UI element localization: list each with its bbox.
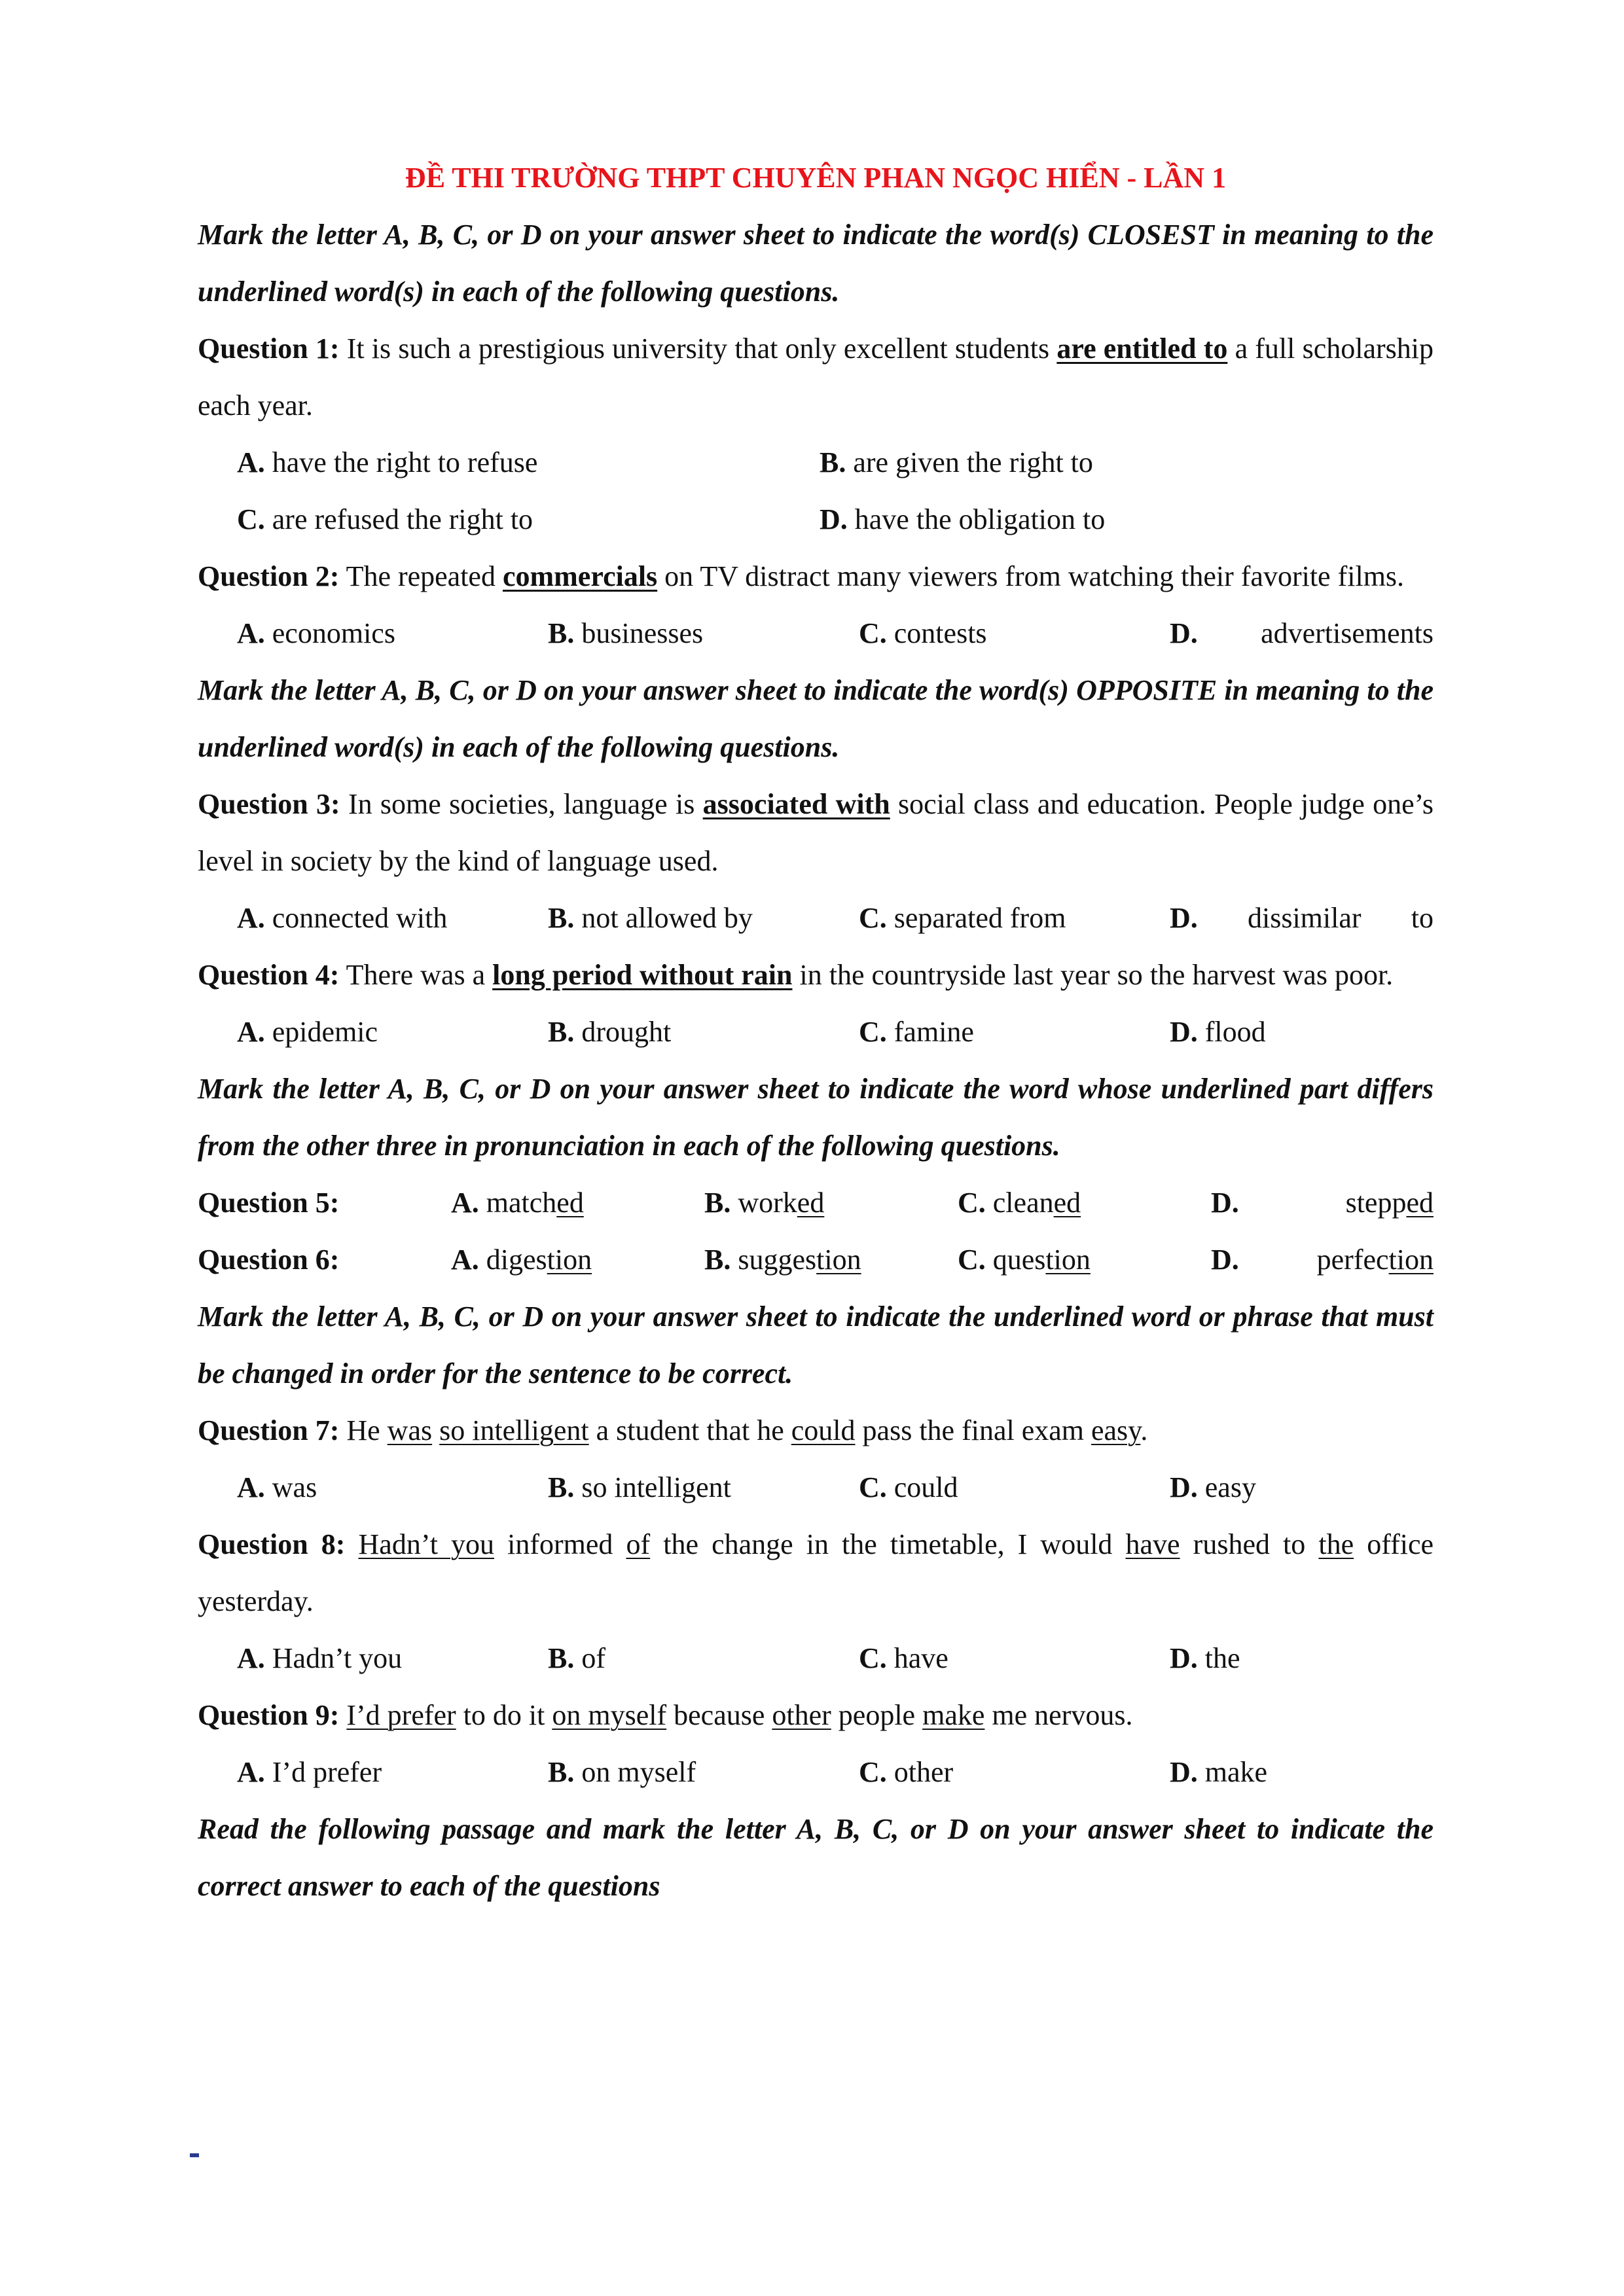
option-c[interactable]: C. cleaned	[958, 1187, 1081, 1219]
option-d[interactable]: D. the	[1170, 1642, 1240, 1674]
option-a[interactable]: A. digestion	[451, 1244, 592, 1276]
option-c[interactable]: C. other	[859, 1756, 954, 1788]
question-text: on TV distract many viewers from watching their favorite films.	[657, 560, 1405, 592]
option-c[interactable]: C. are refused the right to	[237, 503, 533, 535]
option-c[interactable]: C. contests	[859, 617, 987, 649]
question-label: Question 1:	[198, 332, 340, 365]
option-c[interactable]: C. question	[958, 1244, 1091, 1276]
option-d[interactable]: D. have the obligation to	[820, 503, 1106, 535]
options-row	[198, 889, 1434, 946]
question-label: Question 4:	[198, 959, 340, 991]
question-text: There was a	[339, 959, 493, 991]
option-d[interactable]: D. flood	[1170, 1016, 1266, 1048]
underlined-part: was	[387, 1414, 433, 1446]
question-3	[198, 776, 1434, 889]
option-c[interactable]: C. famine	[859, 1016, 974, 1048]
option-a[interactable]: A. connected with	[237, 902, 448, 934]
option-b[interactable]: B. suggestion	[704, 1244, 861, 1276]
option-a[interactable]: A. epidemic	[237, 1016, 378, 1048]
option-a[interactable]: A. Hadn’t you	[237, 1642, 403, 1674]
instruction-opposite: Mark the letter A, B, C, or D on your answer sheet to indicate the word(s) OPPOSITE in meaning to the underlined word(s) in each of the following questions.	[198, 674, 1434, 763]
option-d[interactable]: D. perfection	[1211, 1244, 1434, 1276]
instruction-reading: Read the following passage and mark the letter A, B, C, or D on your answer sheet to indicate the correct answer to each of the questions	[198, 1813, 1434, 1902]
option-d[interactable]: D. easy	[1170, 1471, 1256, 1503]
options-row	[198, 434, 1434, 491]
option-a[interactable]: A. economics	[237, 617, 395, 649]
options-row	[198, 491, 1434, 548]
exam-sheet	[198, 149, 1434, 1914]
question-label: Question 2:	[198, 560, 340, 592]
options-row	[198, 1003, 1434, 1060]
underlined-part: make	[922, 1699, 985, 1731]
option-d[interactable]: D. stepped	[1211, 1187, 1434, 1219]
option-b[interactable]: B. drought	[548, 1016, 672, 1048]
underlined-part: on myself	[552, 1699, 667, 1731]
instruction-error: Mark the letter A, B, C, or D on your answer sheet to indicate the underlined word or phrase that must be changed in order for the sentence to be correct.	[198, 1300, 1434, 1390]
question-label: Question 5:	[198, 1187, 340, 1219]
question-5	[198, 1174, 1434, 1231]
underlined-target: commercials	[502, 560, 658, 592]
question-label: Question 8:	[198, 1528, 346, 1560]
question-4	[198, 946, 1434, 1003]
exam-title: ĐỀ THI TRƯỜNG THPT CHUYÊN PHAN NGỌC HIỂN - LẦN 1	[405, 162, 1227, 194]
corner-mark	[190, 2153, 199, 2157]
underlined-target: long period without rain	[492, 959, 793, 991]
question-label: Question 9:	[198, 1699, 340, 1731]
underlined-part: other	[772, 1699, 831, 1731]
question-7: Question 7: He was so intelligent a student that he could pass the final exam easy.	[198, 1414, 1148, 1446]
option-b[interactable]: B. not allowed by	[548, 902, 753, 934]
underlined-part: Hadn’t you	[358, 1528, 495, 1560]
option-d[interactable]: D. advertisements	[1170, 617, 1434, 649]
underlined-part: could	[791, 1414, 856, 1446]
question-9: Question 9: I’d prefer to do it on myself because other people make me nervous.	[198, 1699, 1133, 1731]
underlined-part: so intelligent	[439, 1414, 589, 1446]
question-text: It is such a prestigious university that only excellent students	[339, 332, 1057, 365]
instruction-pronunciation: Mark the letter A, B, C, or D on your answer sheet to indicate the word whose underlined part differs from the other three in pronunciation in each of the following questions.	[198, 1073, 1434, 1162]
question-text: In some societies, language is	[340, 788, 703, 820]
options-row	[198, 1459, 1434, 1516]
underlined-target: are entitled to	[1056, 332, 1228, 365]
option-a[interactable]: A. matched	[451, 1187, 584, 1219]
question-1	[198, 320, 1434, 434]
option-b[interactable]: B. so intelligent	[548, 1471, 731, 1503]
option-d[interactable]: D. dissimilar to	[1170, 902, 1434, 934]
question-text: a full scholarship each year.	[198, 332, 1434, 422]
question-text: social class and education. People judge one’s level in society by the kind of language used.	[198, 788, 1434, 877]
option-b[interactable]: B. on myself	[548, 1756, 696, 1788]
underlined-part: easy	[1091, 1414, 1141, 1446]
options-row	[198, 1630, 1434, 1687]
question-8: Question 8: Hadn’t you informed of the change in the timetable, I would have rushed to the office yesterday.	[198, 1528, 1434, 1617]
option-b[interactable]: B. businesses	[548, 617, 704, 649]
option-c[interactable]: C. separated from	[859, 902, 1066, 934]
underlined-part: the	[1318, 1528, 1354, 1560]
option-a[interactable]: A. have the right to refuse	[237, 446, 538, 478]
option-b[interactable]: B. are given the right to	[820, 446, 1093, 478]
option-b[interactable]: B. worked	[704, 1187, 825, 1219]
question-text: in the countryside last year so the harvest was poor.	[792, 959, 1394, 991]
option-c[interactable]: C. have	[859, 1642, 948, 1674]
option-b[interactable]: B. of	[548, 1642, 606, 1674]
question-text: The repeated	[339, 560, 503, 592]
instruction-closest: Mark the letter A, B, C, or D on your answer sheet to indicate the word(s) CLOSEST in meaning to the underlined word(s) in each of the following questions.	[198, 219, 1434, 308]
underlined-target: associated with	[702, 788, 890, 820]
option-d[interactable]: D. make	[1170, 1756, 1268, 1788]
question-2	[198, 548, 1434, 605]
question-label: Question 6:	[198, 1244, 340, 1276]
question-label: Question 3:	[198, 788, 340, 820]
question-6	[198, 1231, 1434, 1288]
underlined-part: I’d prefer	[346, 1699, 456, 1731]
option-a[interactable]: A. I’d prefer	[237, 1756, 382, 1788]
underlined-part: of	[626, 1528, 651, 1560]
underlined-part: have	[1125, 1528, 1180, 1560]
option-c[interactable]: C. could	[859, 1471, 958, 1503]
options-row	[198, 1744, 1434, 1801]
option-a[interactable]: A. was	[237, 1471, 317, 1503]
question-label: Question 7:	[198, 1414, 340, 1446]
options-row	[198, 605, 1434, 662]
